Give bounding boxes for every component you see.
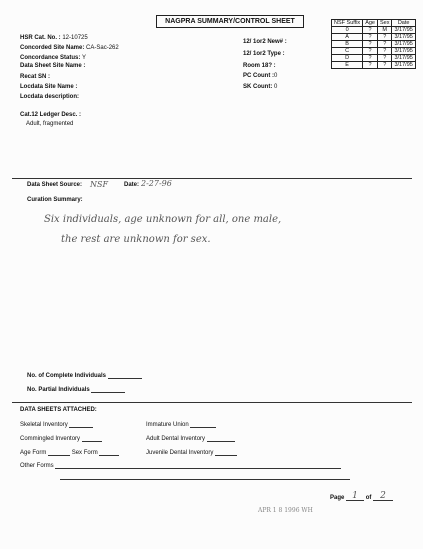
concorded-site-label: Concorded Site Name:	[20, 45, 85, 51]
section-divider	[12, 178, 412, 179]
other-forms-label: Other Forms	[20, 463, 54, 469]
juvenile-dental-blank	[215, 449, 237, 456]
adult-dental-field	[146, 435, 235, 442]
juvenile-dental-field	[146, 449, 237, 456]
age-form-blank	[48, 449, 70, 456]
sk-count-field	[243, 84, 277, 90]
recat-sn-label: Recat SN :	[20, 74, 51, 80]
complete-individuals-blank	[108, 372, 142, 379]
date-value: 2-27-96	[141, 179, 172, 188]
table-cell: ?	[363, 34, 378, 41]
commingled-inventory-field	[20, 435, 102, 442]
nsf-header-age: Age	[363, 20, 378, 27]
type-label: 12/ 1or2 Type :	[243, 51, 285, 57]
table-cell: C	[332, 48, 363, 55]
juvenile-dental-label: Juvenile Dental Inventory	[146, 450, 214, 456]
sk-count-label: SK Count:	[243, 84, 273, 90]
pc-count-label: PC Count :	[243, 73, 274, 79]
age-sex-form-field	[20, 449, 119, 456]
table-cell: 3/17/95	[392, 27, 415, 34]
commingled-inventory-blank	[82, 435, 102, 442]
curation-line-1: Six individuals, age unknown for all, one male,	[44, 214, 282, 225]
nsf-header-suffix: NSF Suffix	[332, 20, 363, 27]
table-cell: A	[332, 34, 363, 41]
table-row	[332, 34, 416, 41]
other-forms-blank	[55, 462, 341, 469]
nsf-header-sex: Sex	[377, 20, 391, 27]
sex-form-blank	[99, 449, 119, 456]
complete-individuals-label: No. of Complete Individuals	[27, 373, 107, 379]
age-form-label: Age Form	[20, 450, 47, 456]
concordance-status-value: Y	[82, 55, 87, 61]
nsf-header-date: Date	[392, 20, 415, 27]
table-row	[332, 55, 416, 62]
pc-count-field	[243, 73, 277, 79]
table-cell: ?	[363, 62, 378, 69]
of-label: of	[365, 495, 372, 501]
nsf-table-header-row	[332, 20, 416, 27]
curation-summary-label: Curation Summary:	[27, 197, 83, 203]
immature-union-blank	[190, 421, 216, 428]
immature-union-field	[146, 421, 216, 428]
table-cell: ?	[377, 55, 391, 62]
table-cell: ?	[363, 48, 378, 55]
table-cell: 0	[332, 27, 363, 34]
sheet-title: NAGPRA SUMMARY/CONTROL SHEET	[156, 15, 304, 28]
commingled-inventory-label: Commingled Inventory	[20, 436, 81, 442]
partial-individuals-field	[27, 386, 125, 393]
other-forms-field	[20, 462, 341, 469]
table-cell: E	[332, 62, 363, 69]
adult-dental-label: Adult Dental Inventory	[146, 436, 206, 442]
table-cell: ?	[377, 41, 391, 48]
skeletal-inventory-field	[20, 421, 93, 428]
section-divider	[12, 402, 412, 403]
cat12-ledger-label: Cat.12 Ledger Desc. :	[20, 112, 82, 118]
skeletal-inventory-label: Skeletal Inventory	[20, 422, 68, 428]
new-number-label: 12/ 1or2 New# :	[243, 39, 287, 45]
table-row	[332, 62, 416, 69]
table-cell: ?	[363, 41, 378, 48]
table-cell: 3/17/95	[392, 34, 415, 41]
concordance-status-label: Concordance Status:	[20, 55, 81, 61]
table-cell: 3/17/95	[392, 48, 415, 55]
table-cell: 3/17/95	[392, 41, 415, 48]
table-row	[332, 48, 416, 55]
hsr-cat-field	[20, 35, 88, 41]
page-label: Page	[330, 495, 345, 501]
table-cell: ?	[377, 62, 391, 69]
table-cell: M	[377, 27, 391, 34]
table-cell: B	[332, 41, 363, 48]
table-cell: ?	[363, 27, 378, 34]
received-stamp: APR 1 8 1996 WH	[258, 507, 313, 514]
data-sheet-site-label: Data Sheet Site Name :	[20, 63, 86, 69]
table-cell: 3/17/95	[392, 62, 415, 69]
partial-individuals-blank	[91, 386, 125, 393]
source-value: NSF	[90, 180, 109, 189]
page-value: 1	[346, 491, 364, 501]
cat12-ledger-value: Adult, fragmented	[26, 121, 74, 127]
date-label: Date:	[124, 182, 140, 188]
sex-form-label: Sex Form	[71, 450, 98, 456]
complete-individuals-field	[27, 372, 142, 379]
pc-count-value: 0	[274, 73, 278, 79]
room-label: Room 18? :	[243, 63, 276, 69]
table-row	[332, 41, 416, 48]
sk-count-value: 0	[274, 84, 278, 90]
skeletal-inventory-blank	[69, 421, 93, 428]
nsf-table	[331, 19, 416, 69]
table-cell: 3/17/95	[392, 55, 415, 62]
hsr-cat-label: HSR Cat. No. :	[20, 35, 61, 41]
immature-union-label: Immature Union	[146, 422, 189, 428]
locdata-site-label: Locdata Site Name :	[20, 84, 78, 90]
table-row	[332, 27, 416, 34]
table-cell: ?	[377, 48, 391, 55]
concorded-site-value: CA-Sac-262	[86, 45, 119, 51]
attached-heading: DATA SHEETS ATTACHED:	[20, 407, 97, 413]
adult-dental-blank	[207, 435, 235, 442]
concordance-status-field	[20, 55, 86, 61]
table-cell: D	[332, 55, 363, 62]
partial-individuals-label: No. Partial Individuals	[27, 387, 90, 393]
table-cell: ?	[377, 34, 391, 41]
table-cell: ?	[363, 55, 378, 62]
total-pages-value: 2	[373, 491, 393, 501]
page-number	[330, 491, 393, 501]
source-label: Data Sheet Source:	[27, 182, 83, 188]
curation-line-2: the rest are unknown for sex.	[61, 234, 211, 245]
locdata-desc-label: Locdata description:	[20, 94, 80, 100]
hsr-cat-value: 12-10725	[62, 35, 88, 41]
other-forms-extra-line	[60, 479, 350, 480]
concorded-site-field	[20, 45, 119, 51]
